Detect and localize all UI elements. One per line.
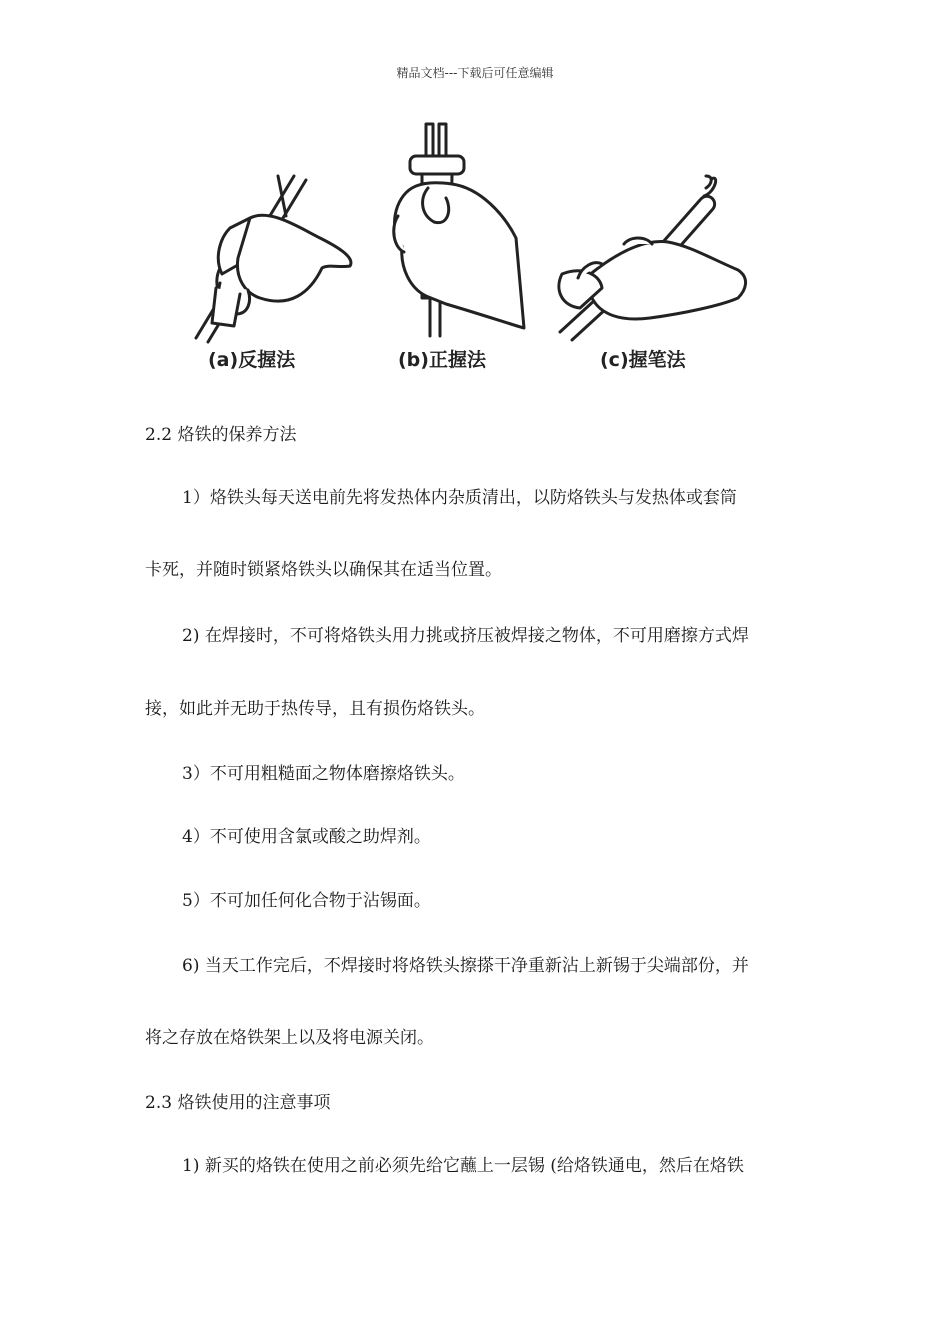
paragraph-line: 2) 在焊接时，不可将烙铁头用力挑或挤压被焊接之物体，不可用磨擦方式焊 (182, 626, 749, 646)
grip-illustration (190, 118, 770, 380)
section-heading-2-2: 2.2 烙铁的保养方法 (145, 425, 297, 445)
page-header: 精品文档---下载后可任意编辑 (396, 66, 554, 80)
paragraph-line: 5）不可加任何化合物于沾锡面。 (182, 891, 431, 911)
section-heading-2-3: 2.3 烙铁使用的注意事项 (145, 1093, 331, 1113)
paragraph-line: 3）不可用粗糙面之物体磨擦烙铁头。 (182, 764, 465, 784)
paragraph-line: 卡死，并随时锁紧烙铁头以确保其在适当位置。 (145, 560, 502, 580)
reverse-grip-drawing (196, 176, 351, 342)
soldering-grip-figure (190, 118, 770, 380)
paragraph-line: 1）烙铁头每天送电前先将发热体内杂质清出，以防烙铁头与发热体或套筒 (182, 488, 737, 508)
pen-grip-drawing (559, 176, 746, 340)
caption-reverse-grip: (a)反握法 (208, 349, 296, 371)
caption-pen-grip: (c)握笔法 (600, 349, 686, 371)
paragraph-line: 4）不可使用含氯或酸之助焊剂。 (182, 827, 431, 847)
caption-forward-grip: (b)正握法 (398, 349, 486, 371)
paragraph-line: 接，如此并无助于热传导，且有损伤烙铁头。 (145, 699, 485, 719)
forward-grip-drawing (394, 124, 524, 336)
paragraph-line: 6) 当天工作完后，不焊接时将烙铁头擦搽干净重新沾上新锡于尖端部份，并 (182, 956, 749, 976)
paragraph-line: 将之存放在烙铁架上以及将电源关闭。 (145, 1028, 434, 1048)
paragraph-line: 1) 新买的烙铁在使用之前必须先给它蘸上一层锡 (给烙铁通电，然后在烙铁 (182, 1156, 744, 1176)
